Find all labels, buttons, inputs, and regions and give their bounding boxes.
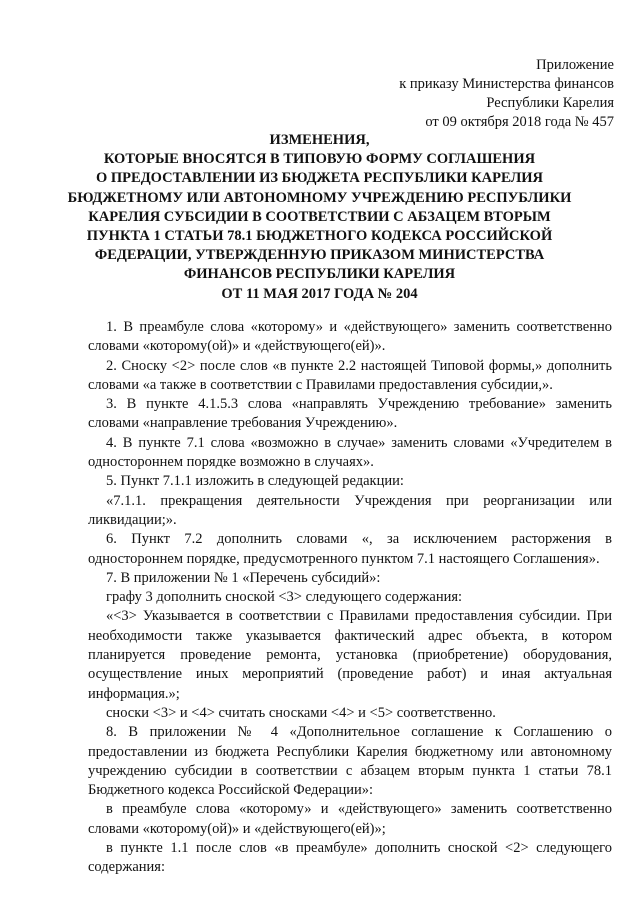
paragraph-7: 7. В приложении № 1 «Перечень субсидий»: [106,569,381,586]
appendix-line: Приложение [536,57,614,73]
title-line: ФИНАНСОВ РЕСПУБЛИКИ КАРЕЛИЯ [183,266,456,283]
document-body [88,318,612,878]
appendix-line: к приказу Министерства финансов [399,76,614,92]
paragraph-8-preamble: в преамбуле слова «которому» и «действующего» заменить соответственно словами «которому(ой)» и «действующего(ей)»; [88,801,612,837]
paragraph-7-footnote: «<3> Указывается в соответствии с Правилами предоставления субсидии. При необходимости также указывается фактический адрес объекта, в котором планируется проведение ремонта, установка (приобретение) оборудования, осуществление иных мероприятий (проведение работ) и иная актуальная информация.»; [88,608,612,702]
appendix-line: Республики Карелия [486,95,614,111]
paragraph-5: 5. Пункт 7.1.1 изложить в следующей редакции: [106,473,404,490]
paragraph-6: 6. Пункт 7.2 дополнить словами «, за исключением расторжения в одностороннем порядке, предусмотренного пунктом 7.1 настоящего Соглашения». [88,531,612,567]
title-line: ФЕДЕРАЦИИ, УТВЕРЖДЕННУЮ ПРИКАЗОМ МИНИСТЕРСТВА [94,247,545,264]
paragraph-1: 1. В преамбуле слова «которому» и «действующего» заменить соответственно словами «которому(ой)» и «действующего(ей)». [88,319,612,355]
paragraph-8: 8. В приложении № 4 «Дополнительное соглашение к Соглашению о предоставлении из бюджета Республики Карелия бюджетному или автономному учреждению субсидии в соответствии с абзацем вторым пункта 1 статьи 78.1 Бюджетного кодекса Российской Федерации»: [88,724,612,799]
paragraph-2: 2. Сноску <2> после слов «в пункте 2.2 настоящей Типовой формы,» дополнить словами «а также в соответствии с Правилами предоставления субсидии,». [88,357,612,393]
paragraph-3: 3. В пункте 4.1.5.3 слова «направлять Учреждению требование» заменить словами «направление требования Учреждению». [88,396,612,432]
title-line: ИЗМЕНЕНИЯ, [269,132,370,148]
document-title [30,131,609,304]
title-line: БЮДЖЕТНОМУ ИЛИ АВТОНОМНОМУ УЧРЕЖДЕНИЮ РЕСПУБЛИКИ [67,189,572,206]
title-line: О ПРЕДОСТАВЛЕНИИ ИЗ БЮДЖЕТА РЕСПУБЛИКИ КАРЕЛИЯ [95,170,544,187]
paragraph-7-column3: графу 3 дополнить сноской <3> следующего содержания: [106,589,463,606]
paragraph-5-quote: «7.1.1. прекращения деятельности Учреждения при реорганизации или ликвидации;». [88,492,612,528]
appendix-header [399,56,614,132]
title-line: ОТ 11 МАЯ 2017 ГОДА № 204 [221,285,418,302]
paragraph-7-renumber: сноски <3> и <4> считать сносками <4> и <5> соответственно. [106,704,496,721]
title-line: КОТОРЫЕ ВНОСЯТСЯ В ТИПОВУЮ ФОРМУ СОГЛАШЕНИЯ [103,151,536,168]
paragraph-4: 4. В пункте 7.1 слова «возможно в случае» заменить словами «Учредителем в одностороннем порядке возможно в случаях». [88,434,612,471]
title-line: ПУНКТА 1 СТАТЬИ 78.1 БЮДЖЕТНОГО КОДЕКСА РОССИЙСКОЙ [86,228,553,245]
paragraph-8-clause: в пункте 1.1 после слов «в преамбуле» дополнить сноской <2> следующего содержания: [88,840,612,876]
title-line: КАРЕЛИЯ СУБСИДИИ В СООТВЕТСТВИИ С АБЗАЦЕМ ВТОРЫМ [88,208,551,225]
appendix-line: от 09 октября 2018 года № 457 [425,114,614,130]
